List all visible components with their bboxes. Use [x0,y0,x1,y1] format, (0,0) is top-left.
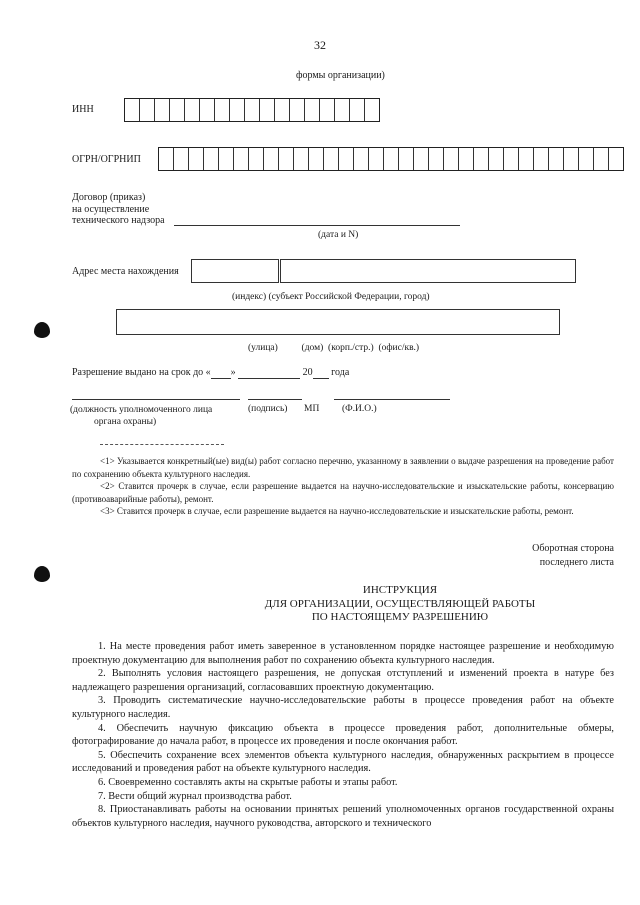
ogrn-label: ОГРН/ОГРНИП [72,154,141,165]
ogrn-cells[interactable] [158,147,624,171]
street-field[interactable] [116,309,560,335]
position-line[interactable] [72,399,240,400]
instruction-item: 3. Проводить систематические научно-исследовательские работы в процессе проведения работ на объекте культурного наследия. [72,695,614,720]
footnote-1: <1> Указывается конкретный(ые) вид(ы) работ согласно перечню, указанному в заявлении о выдаче разрешения на проведение работ по сохранению объекта культурного наследия. [72,456,614,479]
signature-line[interactable] [248,399,302,400]
validity-day-field[interactable] [211,367,231,379]
inn-cells[interactable] [124,98,380,122]
instruction-item: 1. На месте проведения работ иметь заверенное в установленном порядке настоящее разрешение и необходимую проектную документацию для выполнения работ по сохранению объекта культурного наследия. [72,641,614,666]
instruction-list [72,640,614,830]
validity-month-field[interactable] [238,367,300,379]
reverse-side-note: Оборотная сторона последнего листа [532,543,614,568]
instruction-item: 6. Своевременно составлять акты на скрытые работы и этапы работ. [98,776,398,788]
instruction-item: 5. Обеспечить сохранение всех элементов объекта культурного наследия, обнаруженных раскрытием в процессе исследований и проведения работ на объекте культурного наследия. [72,749,614,775]
contract-label: Договор (приказ) на осуществление технического надзора [72,192,165,226]
postal-index-field[interactable] [191,259,279,283]
fio-caption: (Ф.И.О.) [342,404,377,414]
punch-hole-mark [34,566,50,582]
punch-hole-mark [34,322,50,338]
contract-caption: (дата и N) [318,230,359,240]
validity-year-field[interactable] [313,367,329,379]
form-caption: формы организации) [296,70,385,81]
signature-caption: (подпись) [248,404,288,414]
validity-row: Разрешение выдано на срок до « » 20 года [72,367,350,378]
stamp-label: МП [304,404,320,414]
contract-field[interactable] [174,225,460,226]
page-number: 32 [314,38,326,52]
fio-line[interactable] [334,399,450,400]
instruction-item: 8. Приостанавливать работы на основании принятых решений уполномоченных органов государственной охраны объектов культурного наследия, научного руководства, авторского и технического [72,804,614,829]
position-caption: (должность уполномоченного лица органа охраны) [70,405,213,427]
footnote-2: <2> Ставится прочерк в случае, если разрешение выдается на научно-исследовательские и изыскательские работы, консервацию (противоаварийные работы), ремонт. [72,481,614,504]
instruction-title: ИНСТРУКЦИЯ ДЛЯ ОРГАНИЗАЦИИ, ОСУЩЕСТВЛЯЮЩЕЙ РАБОТЫ ПО НАСТОЯЩЕМУ РАЗРЕШЕНИЮ [264,584,536,623]
instruction-item: 4. Обеспечить научную фиксацию объекта в процессе проведения работ, дополнительные обмеры, фотографирование до начала работ, в процессе их проведения и после окончания работ. [72,722,614,748]
instruction-item: 7. Вести общий журнал производства работ. [98,790,292,802]
inn-label: ИНН [72,104,94,115]
address-caption-2: (улица) (дом) (корп./стр.) (офис/кв.) [248,343,420,353]
footnotes [72,455,614,518]
instruction-item: 2. Выполнять условия настоящего разрешения, не допуская отступлений и изменений проекта в натуре без надлежащего разрешения организаций, согласовавших проектную документацию. [72,668,614,693]
footnote-3: <3> Ставится прочерк в случае, если разрешение выдается на научно-исследовательские и изыскательские работы, ремонт. [100,506,574,516]
footnote-separator [100,444,224,445]
region-city-field[interactable] [280,259,576,283]
address-caption-1: (индекс) (субъект Российской Федерации, город) [232,292,430,302]
address-label: Адрес места нахождения [72,266,179,277]
